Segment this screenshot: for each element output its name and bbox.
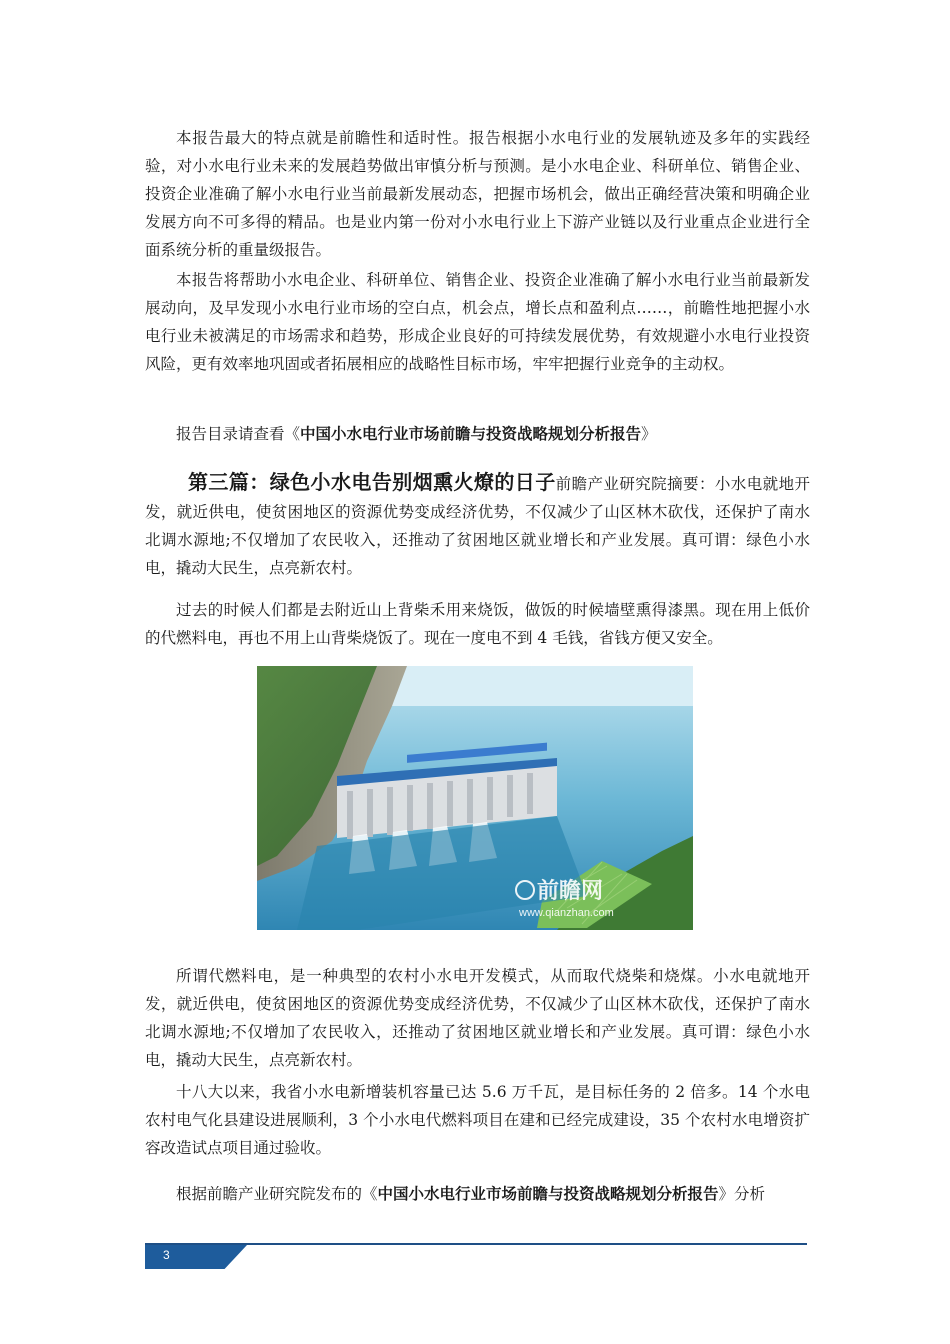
watermark-brand: 前瞻网 [537, 879, 604, 904]
footer-divider [145, 1243, 807, 1245]
paragraph-report-reference [145, 1180, 810, 1208]
paragraph-report-benefits: 本报告将帮助小水电企业、科研单位、销售企业、投资企业准确了解小水电行业当前最新发展动向，及早发现小水电行业市场的空白点，机会点，增长点和盈利点……，前瞻性地把握小水电行业未被满足的市场需求和趋势，形成企业良好的可持续发展优势，有效规避小水电行业投资风险，更有效率地巩固或者拓展相应的战略性目标市场，牢牢把握行业竞争的主动权。 [145, 271, 810, 373]
toc-suffix: 》 [641, 425, 657, 443]
paragraph-achievements: 十八大以来，我省小水电新增装机容量已达 5.6 万千瓦，是目标任务的 2 倍多。14 个水电农村电气化县建设进展顺利，3 个小水电代燃料项目在建和已经完成建设，35 个农村水电增资扩容改造试点项目通过验收。 [145, 1083, 810, 1157]
reference-suffix: 》分析 [718, 1185, 766, 1203]
paragraph-report-features: 本报告最大的特点就是前瞻性和适时性。报告根据小水电行业的发展轨迹及多年的实践经验，对小水电行业未来的发展趋势做出审慎分析与预测。是小水电企业、科研单位、销售企业、投资企业准确了解小水电行业当前最新发展动态，把握市场机会，做出正确经营决策和明确企业发展方向不可多得的精品。也是业内第一份对小水电行业上下游产业链以及行业重点企业进行全面系统分析的重量级报告。 [145, 129, 810, 259]
reference-prefix: 根据前瞻产业研究院发布的《 [176, 1185, 378, 1203]
hydropower-dam-image [257, 666, 693, 930]
paragraph-past-cooking: 过去的时候人们都是去附近山上背柴禾用来烧饭，做饭的时候墙壁熏得漆黑。现在用上低价的代燃料电，再也不用上山背柴烧饭了。现在一度电不到 4 毛钱，省钱方便又安全。 [145, 601, 810, 647]
report-title-link[interactable]: 中国小水电行业市场前瞻与投资战略规划分析报告 [300, 424, 642, 443]
page-number: 3 [163, 1248, 170, 1262]
section-heading: 第三篇：绿色小水电告别烟熏火燎的日子 [188, 470, 556, 494]
toc-prefix: 报告目录请查看《 [176, 425, 301, 443]
watermark-url: www.qianzhan.com [519, 907, 614, 919]
page-number-tab [145, 1245, 247, 1269]
report-title-link-2[interactable]: 中国小水电行业市场前瞻与投资战略规划分析报告 [377, 1184, 719, 1203]
paragraph-report-toc [145, 420, 810, 448]
section-heading-block [145, 468, 810, 582]
section-summary: 前瞻产业研究院摘要：小水电就地开发，就近供电，使贫困地区的资源优势变成经济优势，不仅减少了山区林木砍伐，还保护了南水北调水源地;不仅增加了农民收入，还推动了贫困地区就业增长和产业发展。真可谓：绿色小水电，撬动大民生，点亮新农村。 [145, 475, 810, 577]
dam-illustration [257, 666, 693, 930]
paragraph-fuel-electricity: 所谓代燃料电，是一种典型的农村小水电开发模式，从而取代烧柴和烧煤。小水电就地开发，就近供电，使贫困地区的资源优势变成经济优势，不仅减少了山区林木砍伐，还保护了南水北调水源地;不仅增加了农民收入，还推动了贫困地区就业增长和产业发展。真可谓：绿色小水电，撬动大民生，点亮新农村。 [145, 967, 810, 1069]
